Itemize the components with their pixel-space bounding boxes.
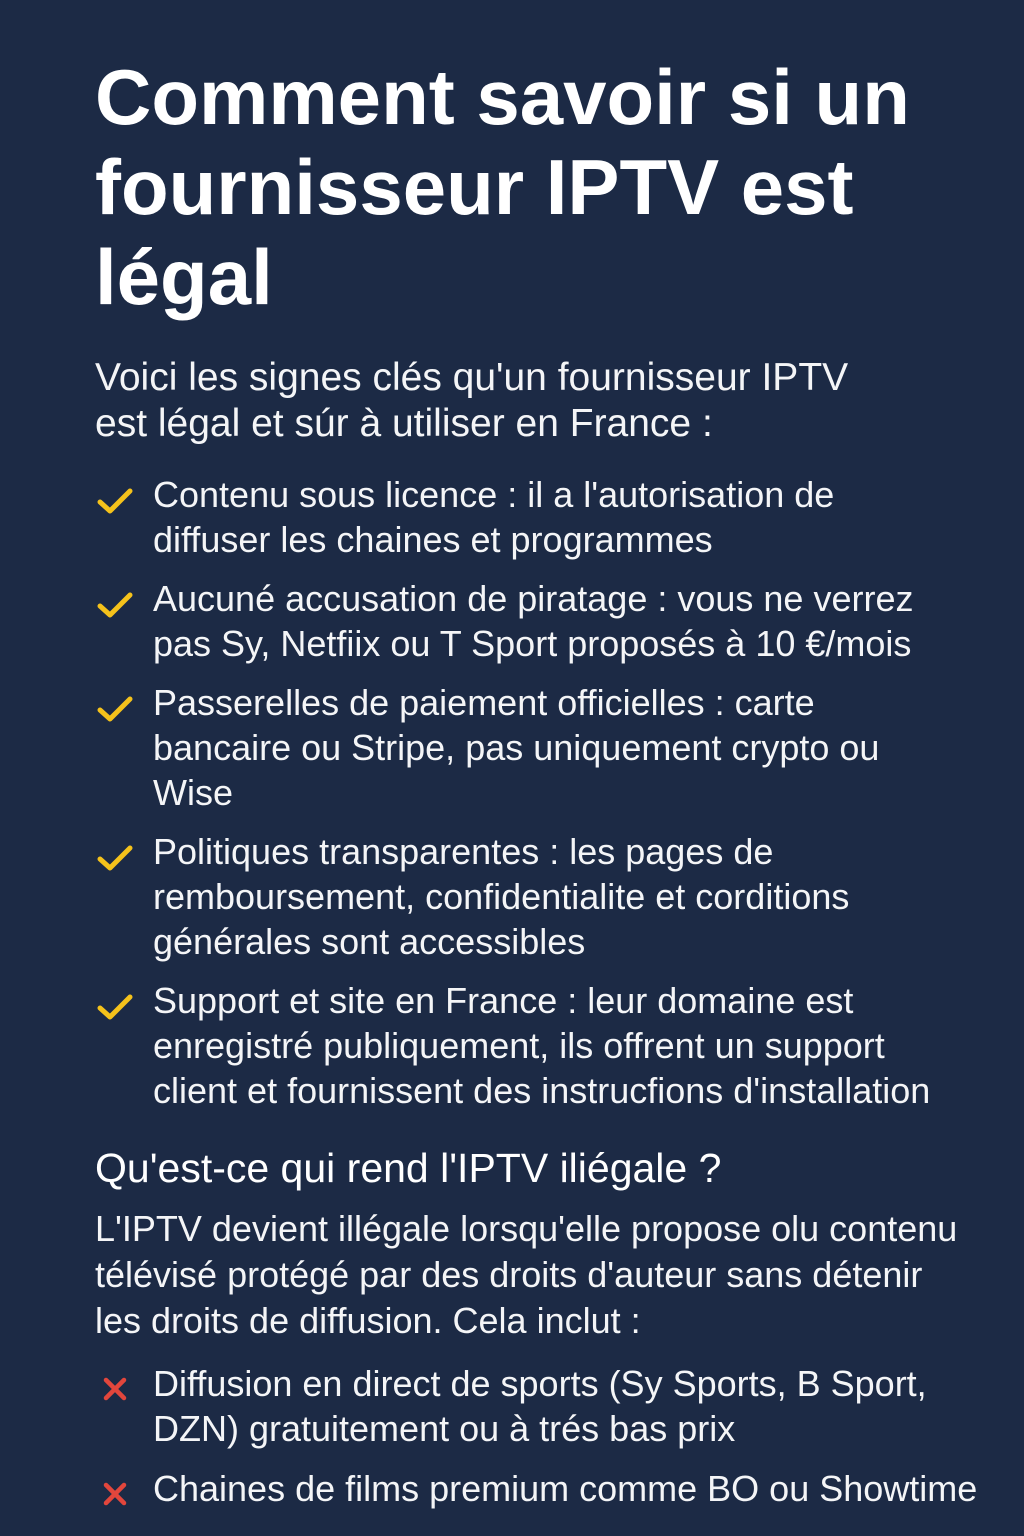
legal-sign-item: [95, 576, 953, 666]
intro-text: Voici les signes clés qu'un fournisseur IPTV est légal et súr à utiliser en France :: [95, 356, 849, 445]
legal-sign-item: [95, 472, 953, 562]
page-title: Comment savoir si un fournisseur IPTV est légal: [95, 53, 910, 321]
legal-sign-text: Contenu sous licence : il a l'autorisation de diffuser les chaines et programmes: [153, 474, 835, 560]
legal-sign-text: Aucuné accusation de piratage : vous ne verrez pas Sy, Netfiix ou T Sport proposés à 10 €/mois: [153, 578, 914, 664]
legal-sign-item: [95, 680, 953, 815]
legal-sign-item: [95, 829, 953, 964]
illegal-practice-text: Chaines de films premium comme BO ou Showtime: [153, 1468, 978, 1509]
legal-sign-text: Politiques transparentes : les pages de remboursement, confidentialite et corditions générales sont accessibles: [153, 831, 850, 962]
legal-signs-list: [95, 472, 1024, 1113]
check-icon: [95, 585, 135, 615]
illegal-practice-item: [95, 1466, 993, 1511]
legal-sign-text: Passerelles de paiement officielles : carte bancaire ou Stripe, pas uniquement crypto ou Wise: [153, 682, 880, 813]
illegal-practice-item: [95, 1361, 993, 1451]
cross-icon: [100, 1474, 130, 1504]
legal-sign-item: [95, 978, 953, 1113]
check-icon: [95, 838, 135, 868]
illegal-practices-list: [95, 1361, 1024, 1511]
illegal-section-heading: Qu'est-ce qui rend l'IPTV iliégale ?: [95, 1145, 722, 1191]
cross-icon: [100, 1369, 130, 1399]
check-icon: [95, 987, 135, 1017]
legal-sign-text: Support et site en France : leur domaine est enregistré publiquement, ils offrent un support client et fournissent des instrucfions d'installation: [153, 980, 931, 1111]
check-icon: [95, 481, 135, 511]
illegal-practice-text: Diffusion en direct de sports (Sy Sports, B Sport, DZN) gratuitement ou à trés bas prix: [153, 1363, 927, 1449]
check-icon: [95, 689, 135, 719]
illegal-section-paragraph: L'IPTV devient illégale lorsqu'elle propose olu contenu télévisé protégé par des droits d'auteur sans détenir les droits de diffusion. Cela inclut :: [95, 1208, 958, 1341]
